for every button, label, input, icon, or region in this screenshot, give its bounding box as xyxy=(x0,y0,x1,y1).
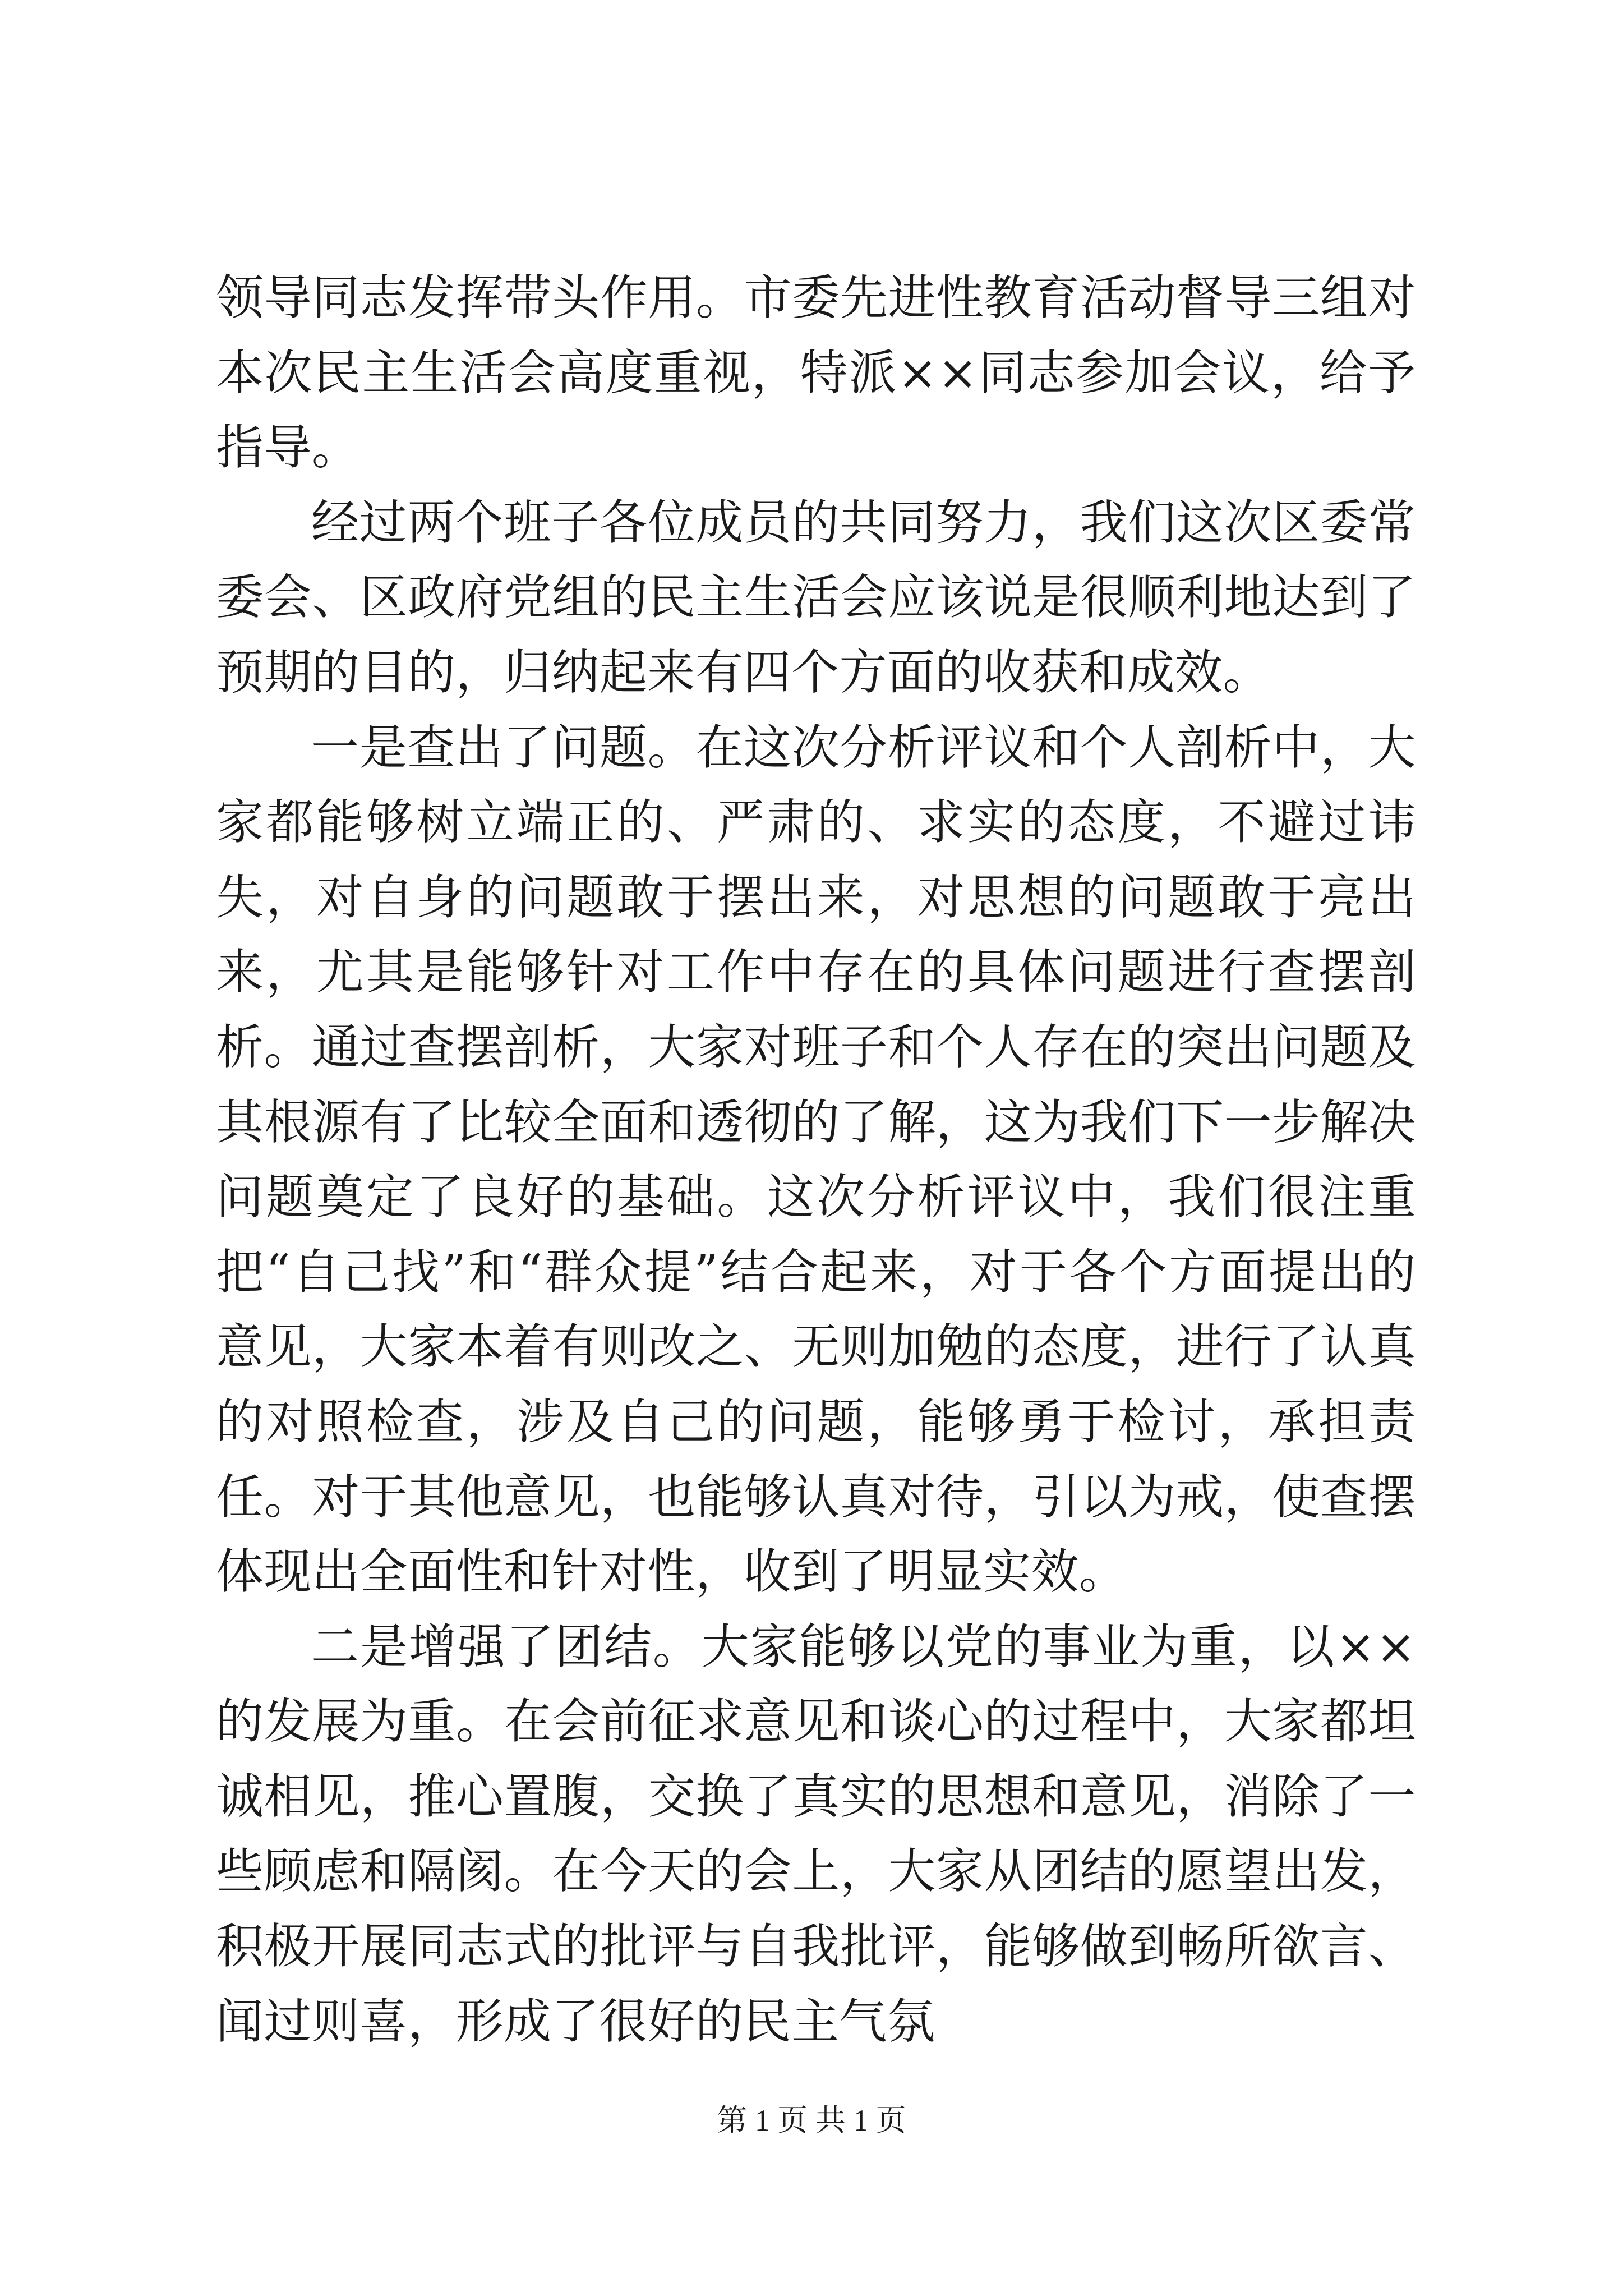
paragraph: 一是查出了问题。在这次分析评议和个人剖析中，大家都能够树立端正的、严肃的、求实的态度，不避过讳失，对自身的问题敢于摆出来，对思想的问题敢于亮出来，尤其是能够针对工作中存在的具体问题进行查摆剖析。通过查摆剖析，大家对班子和个人存在的突出问题及其根源有了比较全面和透彻的了解，这为我们下一步解决问题奠定了良好的基础。这次分析评议中，我们很注重把“自己找”和“群众提”结合起来，对于各个方面提出的意见，大家本着有则改之、无则加勉的态度，进行了认真的对照检查，涉及自己的问题，能够勇于检讨，承担责任。对于其他意见，也能够认真对待，引以为戒，使查摆体现出全面性和针对性，收到了明显实效。 xyxy=(216,720,1416,1600)
paragraph: 经过两个班子各位成员的共同努力，我们这次区委常委会、区政府党组的民主生活会应该说是很顺利地达到了预期的目的，归纳起来有四个方面的收获和成效。 xyxy=(216,495,1416,701)
document-body xyxy=(216,261,1416,2059)
paragraph: 二是增强了团结。大家能够以党的事业为重，以××的发展为重。在会前征求意见和谈心的过程中，大家都坦诚相见，推心置腹，交换了真实的思想和意见，消除了一些顾虑和隔阂。在今天的会上，大家从团结的愿望出发，积极开展同志式的批评与自我批评，能够做到畅所欲言、闻过则喜，形成了很好的民主气氛 xyxy=(216,1619,1416,2050)
paragraph: 领导同志发挥带头作用。市委先进性教育活动督导三组对本次民主生活会高度重视，特派××同志参加会议，给予指导。 xyxy=(216,270,1416,476)
page-number-footer: 第 1 页 共 1 页 xyxy=(717,2104,906,2137)
